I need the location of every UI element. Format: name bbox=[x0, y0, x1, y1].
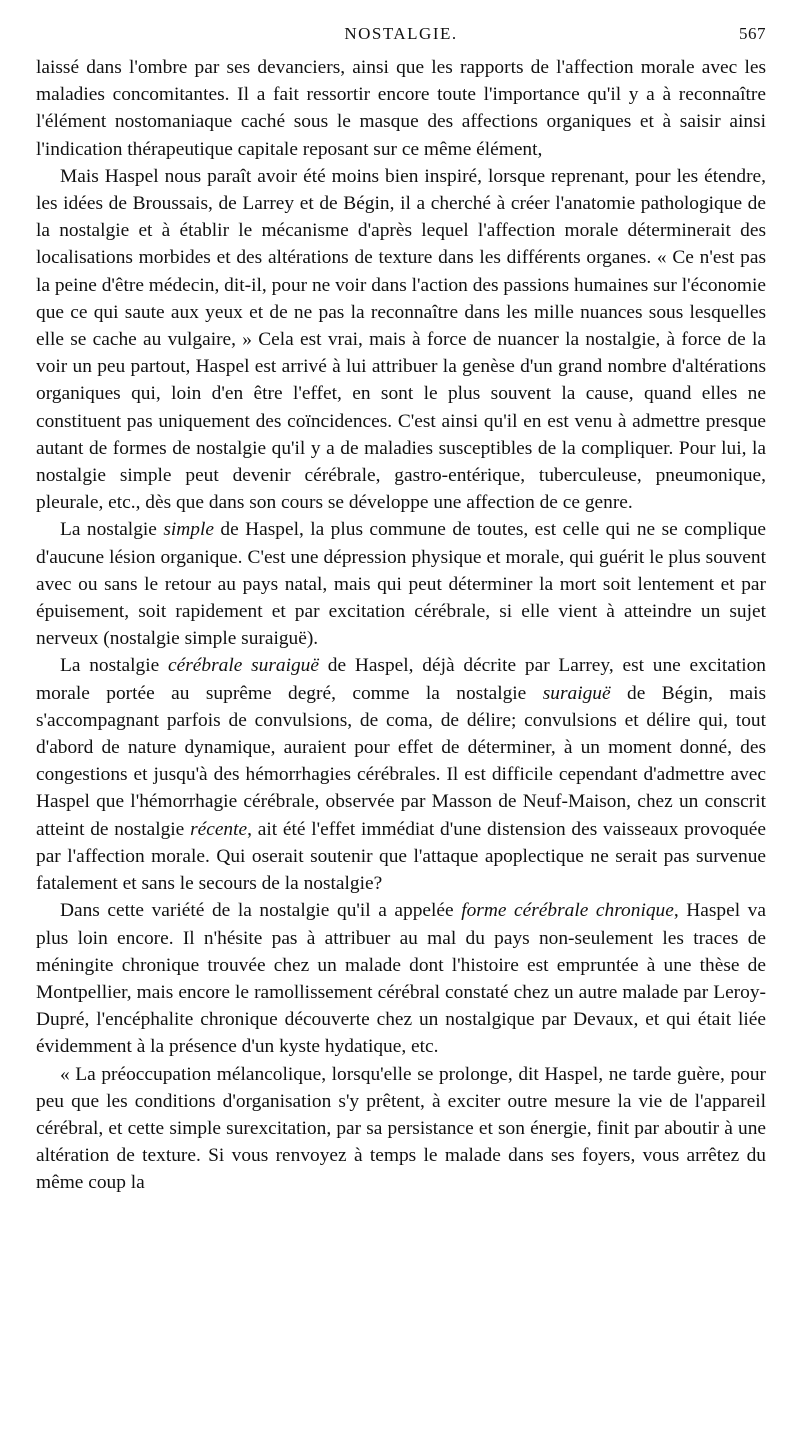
paragraph-4 bbox=[36, 652, 766, 897]
text-run: , ait été l'effet immédiat d'une distension des vaisseaux provoquée par l'affection morale. Qui oserait soutenir que l'attaque apoplectique ne serait pas survenue fatalement et sans le secours de la nostalgie? bbox=[36, 818, 766, 895]
page-number: 567 bbox=[739, 24, 766, 43]
body-text bbox=[36, 54, 766, 1197]
paragraph-3 bbox=[36, 516, 766, 652]
paragraph-5 bbox=[36, 897, 766, 1060]
text-run: de Bégin, mais s'accompagnant parfois de convulsions, de coma, de délire; convulsions et délire qui, tout d'abord de nature dynamique, auraient pour effet de déterminer, à un moment donné, des congestions et jusqu'à des hémorrhagies cérébrales. Il est difficile cependant d'admettre avec Haspel que l'hémorrhagie cérébrale, observée par Masson de Neuf-Maison, chez un conscrit atteint de nostalgie bbox=[36, 682, 766, 840]
paragraph-2 bbox=[36, 163, 766, 517]
text-run: laissé dans l'ombre par ses devanciers, ainsi que les rapports de l'affection morale avec les maladies concomitantes. Il a fait ressortir encore toute l'importance qu'il y a à reconnaître l'élément nostomaniaque caché sous le masque des affections organiques et à saisir ainsi l'indication thérapeutique capitale reposant sur ce même élément, bbox=[36, 57, 766, 160]
paragraph-1 bbox=[36, 54, 766, 163]
text-run: de Haspel, la plus commune de toutes, est celle qui ne se complique d'aucune lésion organique. C'est une dépression physique et morale, qui guérit le plus souvent avec ou sans le retour au pays natal, mais qui peut déterminer la mort soit lentement et par épuisement, soit rapidement et par excitation cérébrale, si elle vient à atteindre un sujet nerveux (nostalgie simple suraiguë). bbox=[36, 519, 767, 650]
running-head bbox=[36, 24, 766, 54]
paragraph-6 bbox=[36, 1061, 766, 1197]
text-run: « La préoccupation mélancolique, lorsqu'elle se prolonge, dit Haspel, ne tarde guère, pour peu que les conditions d'organisation s'y prêtent, à exciter outre mesure la vie de l'appareil cérébral, et cette simple surexcitation, par sa persistance et son énergie, finit par aboutir à une altération de texture. Si vous renvoyez à temps le malade dans ses foyers, vous arrêtez du même coup la bbox=[36, 1063, 766, 1194]
italic-text: cérébrale suraiguë bbox=[168, 655, 319, 677]
italic-text: récente bbox=[190, 818, 248, 840]
text-run: Dans cette variété de la nostalgie qu'il a appelée bbox=[60, 900, 462, 922]
italic-text: suraiguë bbox=[542, 682, 611, 704]
page bbox=[36, 24, 766, 1197]
italic-text: forme cérébrale chronique bbox=[461, 900, 674, 922]
italic-text: simple bbox=[163, 519, 214, 541]
text-run: La nostalgie bbox=[60, 519, 164, 541]
text-run: de Haspel, déjà décrite par Larrey, est une excitation morale portée au suprême degré, comme la nostalgie bbox=[36, 655, 767, 704]
text-run: Mais Haspel nous paraît avoir été moins bien inspiré, lorsque reprenant, pour les étendre, les idées de Broussais, de Larrey et de Bégin, il a cherché à créer l'anatomie pathologique de la nostalgie et à établir le mécanisme d'après lequel l'affection morale déterminerait des localisations morbides et des altérations de texture dans les différents organes. « Ce n'est pas la peine d'être médecin, dit-il, pour ne voir dans l'action des passions humaines sur l'économie que ce qui saute aux yeux et de ne pas la reconnaître dans les mille nuances sous lesquelles elle se cache au vulgaire, » Cela est vrai, mais à force de nuancer la nostalgie, à force de la voir un peu partout, Haspel est arrivé à lui attribuer la genèse d'un grand nombre d'altérations organiques qui, loin d'en être l'effet, en sont le plus souvent la cause, quand elles ne constituent pas uniquement des coïncidences. C'est ainsi qu'il en est venu à admettre presque autant de formes de nostalgie qu'il y a de maladies susceptibles de la compliquer. Pour lui, la nostalgie simple peut devenir cérébrale, gastro-entérique, tuberculeuse, pneumonique, pleurale, etc., dès que dans son cours se développe une affection de ce genre. bbox=[36, 165, 766, 514]
running-title: NOSTALGIE. bbox=[344, 24, 458, 43]
text-run: , Haspel va plus loin encore. Il n'hésite pas à attribuer au mal du pays non-seulement les traces de méningite chronique trouvée chez un malade dont l'histoire est empruntée à une thèse de Montpellier, mais encore le ramollissement cérébral constaté chez un autre malade par Leroy-Dupré, l'encéphalite chronique découverte chez un nostalgique par Devaux, et qui était liée évidemment à la présence d'un kyste hydatique, etc. bbox=[36, 900, 766, 1058]
text-run: La nostalgie bbox=[60, 655, 169, 677]
